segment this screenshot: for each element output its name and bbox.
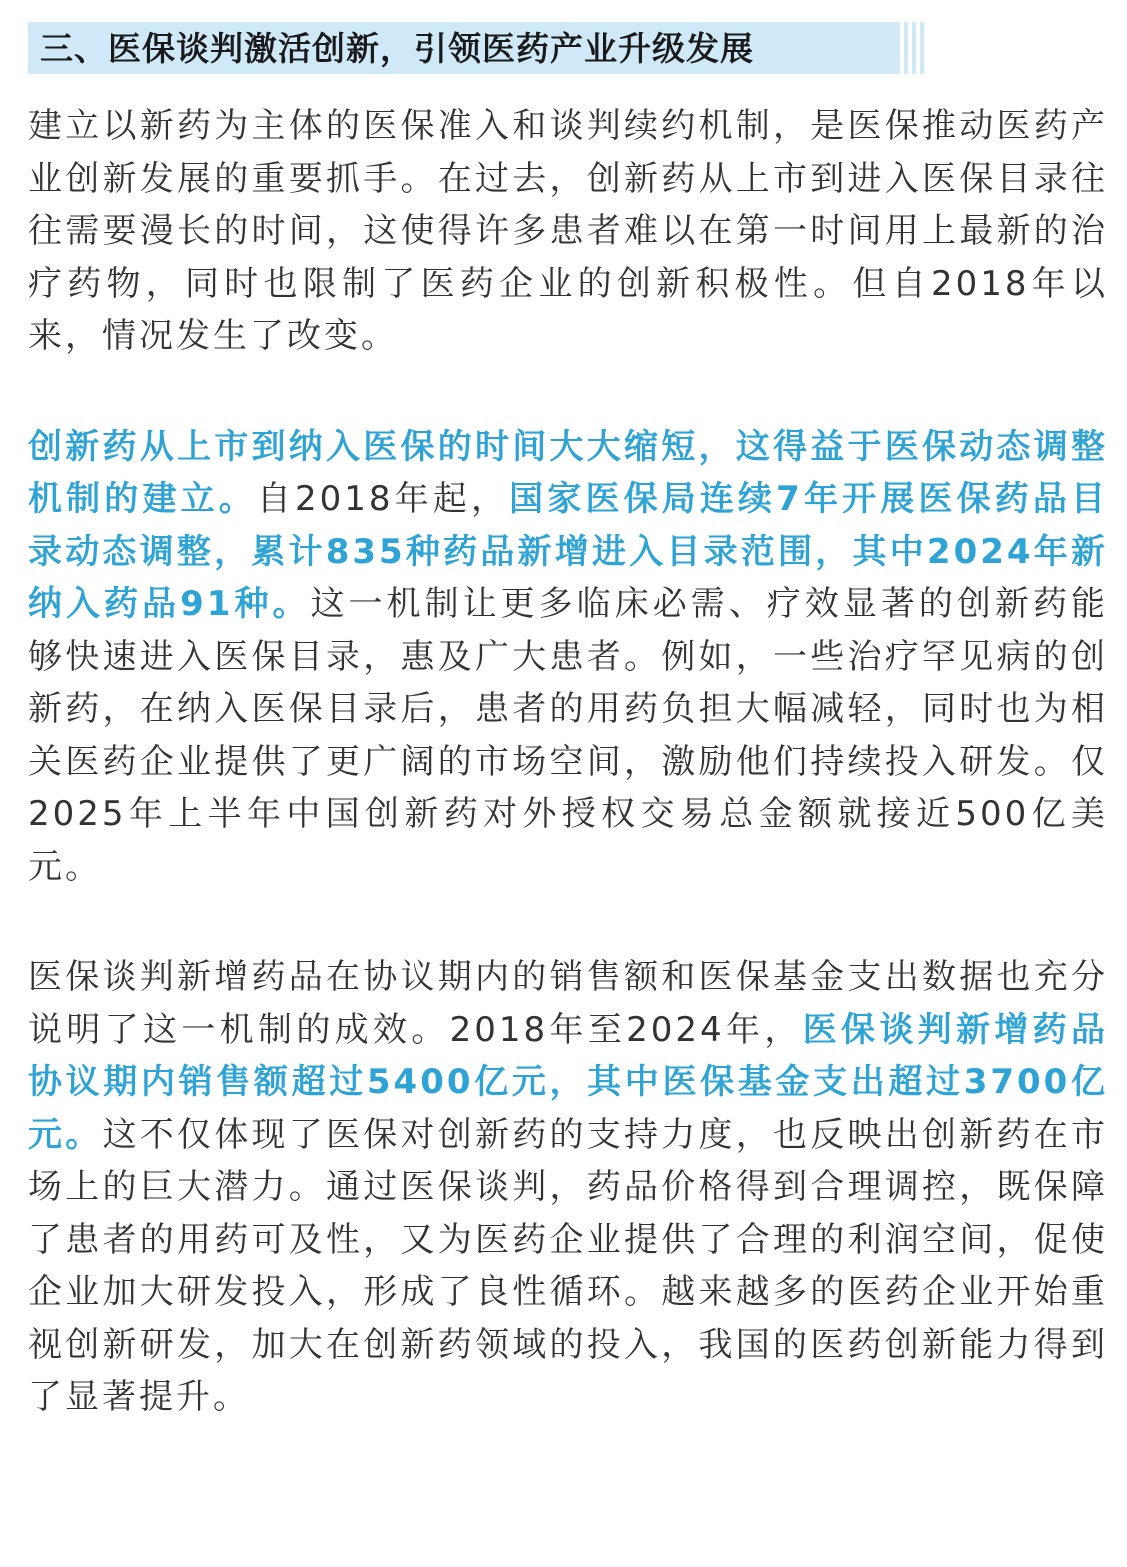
paragraph-text: 这不仅体现了医保对创新药的支持力度，也反映出创新药在市场上的巨大潜力。通过医保谈判，药品价格得到合理调控，既保障了患者的用药可及性，又为医药企业提供了合理的利润空间，促使企业加大研发投入，形成了良性循环。越来越多的医药企业开始重视创新研发，加大在创新药领域的投入，我国的医药创新能力得到了显著提升。 [28, 1114, 1108, 1417]
paragraph-1 [28, 100, 1108, 363]
header-decoration-bar [920, 22, 924, 74]
article-body [28, 100, 1108, 1482]
header-decoration-bars [900, 22, 924, 74]
paragraph-text: 医保谈判新增药品在协议期内的销售额和医保基金支出数据也充分说明了这一机制的成效。2018年至2024年， [28, 957, 1108, 1050]
highlighted-text: 医保谈判新增药品协议期内销售额超过5400亿元，其中医保基金支出超过3700亿元。 [28, 1009, 1109, 1155]
paragraph-text: 这一机制让更多临床必需、疗效显著的创新药能够快速进入医保目录，惠及广大患者。例如，一些治疗罕见病的创新药，在纳入医保目录后，患者的用药负担大幅减轻，同时也为相关医药企业提供了更广阔的市场空间，激励他们持续投入研发。仅2025年上半年中国创新药对外授权交易总金额就接近500亿美元。 [28, 584, 1108, 887]
paragraph-text: 自2018年起， [256, 479, 510, 519]
section-title: 三、医保谈判激活创新，引领医药产业升级发展 [40, 29, 754, 68]
header-decoration-bar [912, 22, 916, 74]
paragraph-3 [28, 951, 1108, 1424]
paragraph-2 [28, 421, 1108, 894]
section-header [28, 22, 900, 74]
paragraph-text: 建立以新药为主体的医保准入和谈判续约机制，是医保推动医药产业创新发展的重要抓手。在过去，创新药从上市到进入医保目录往往需要漫长的时间，这使得许多患者难以在第一时间用上最新的治疗药物，同时也限制了医药企业的创新积极性。但自2018年以来，情况发生了改变。 [28, 106, 1108, 356]
header-decoration-bar [904, 22, 908, 74]
highlighted-text: 创新药从上市到纳入医保的时间大大缩短，这得益于医保动态调整机制的建立。 [28, 426, 1108, 519]
highlighted-text: 国家医保局连续7年开展医保药品目录动态调整，累计835种药品新增进入目录范围，其中2024年新纳入药品91种。 [28, 479, 1109, 624]
